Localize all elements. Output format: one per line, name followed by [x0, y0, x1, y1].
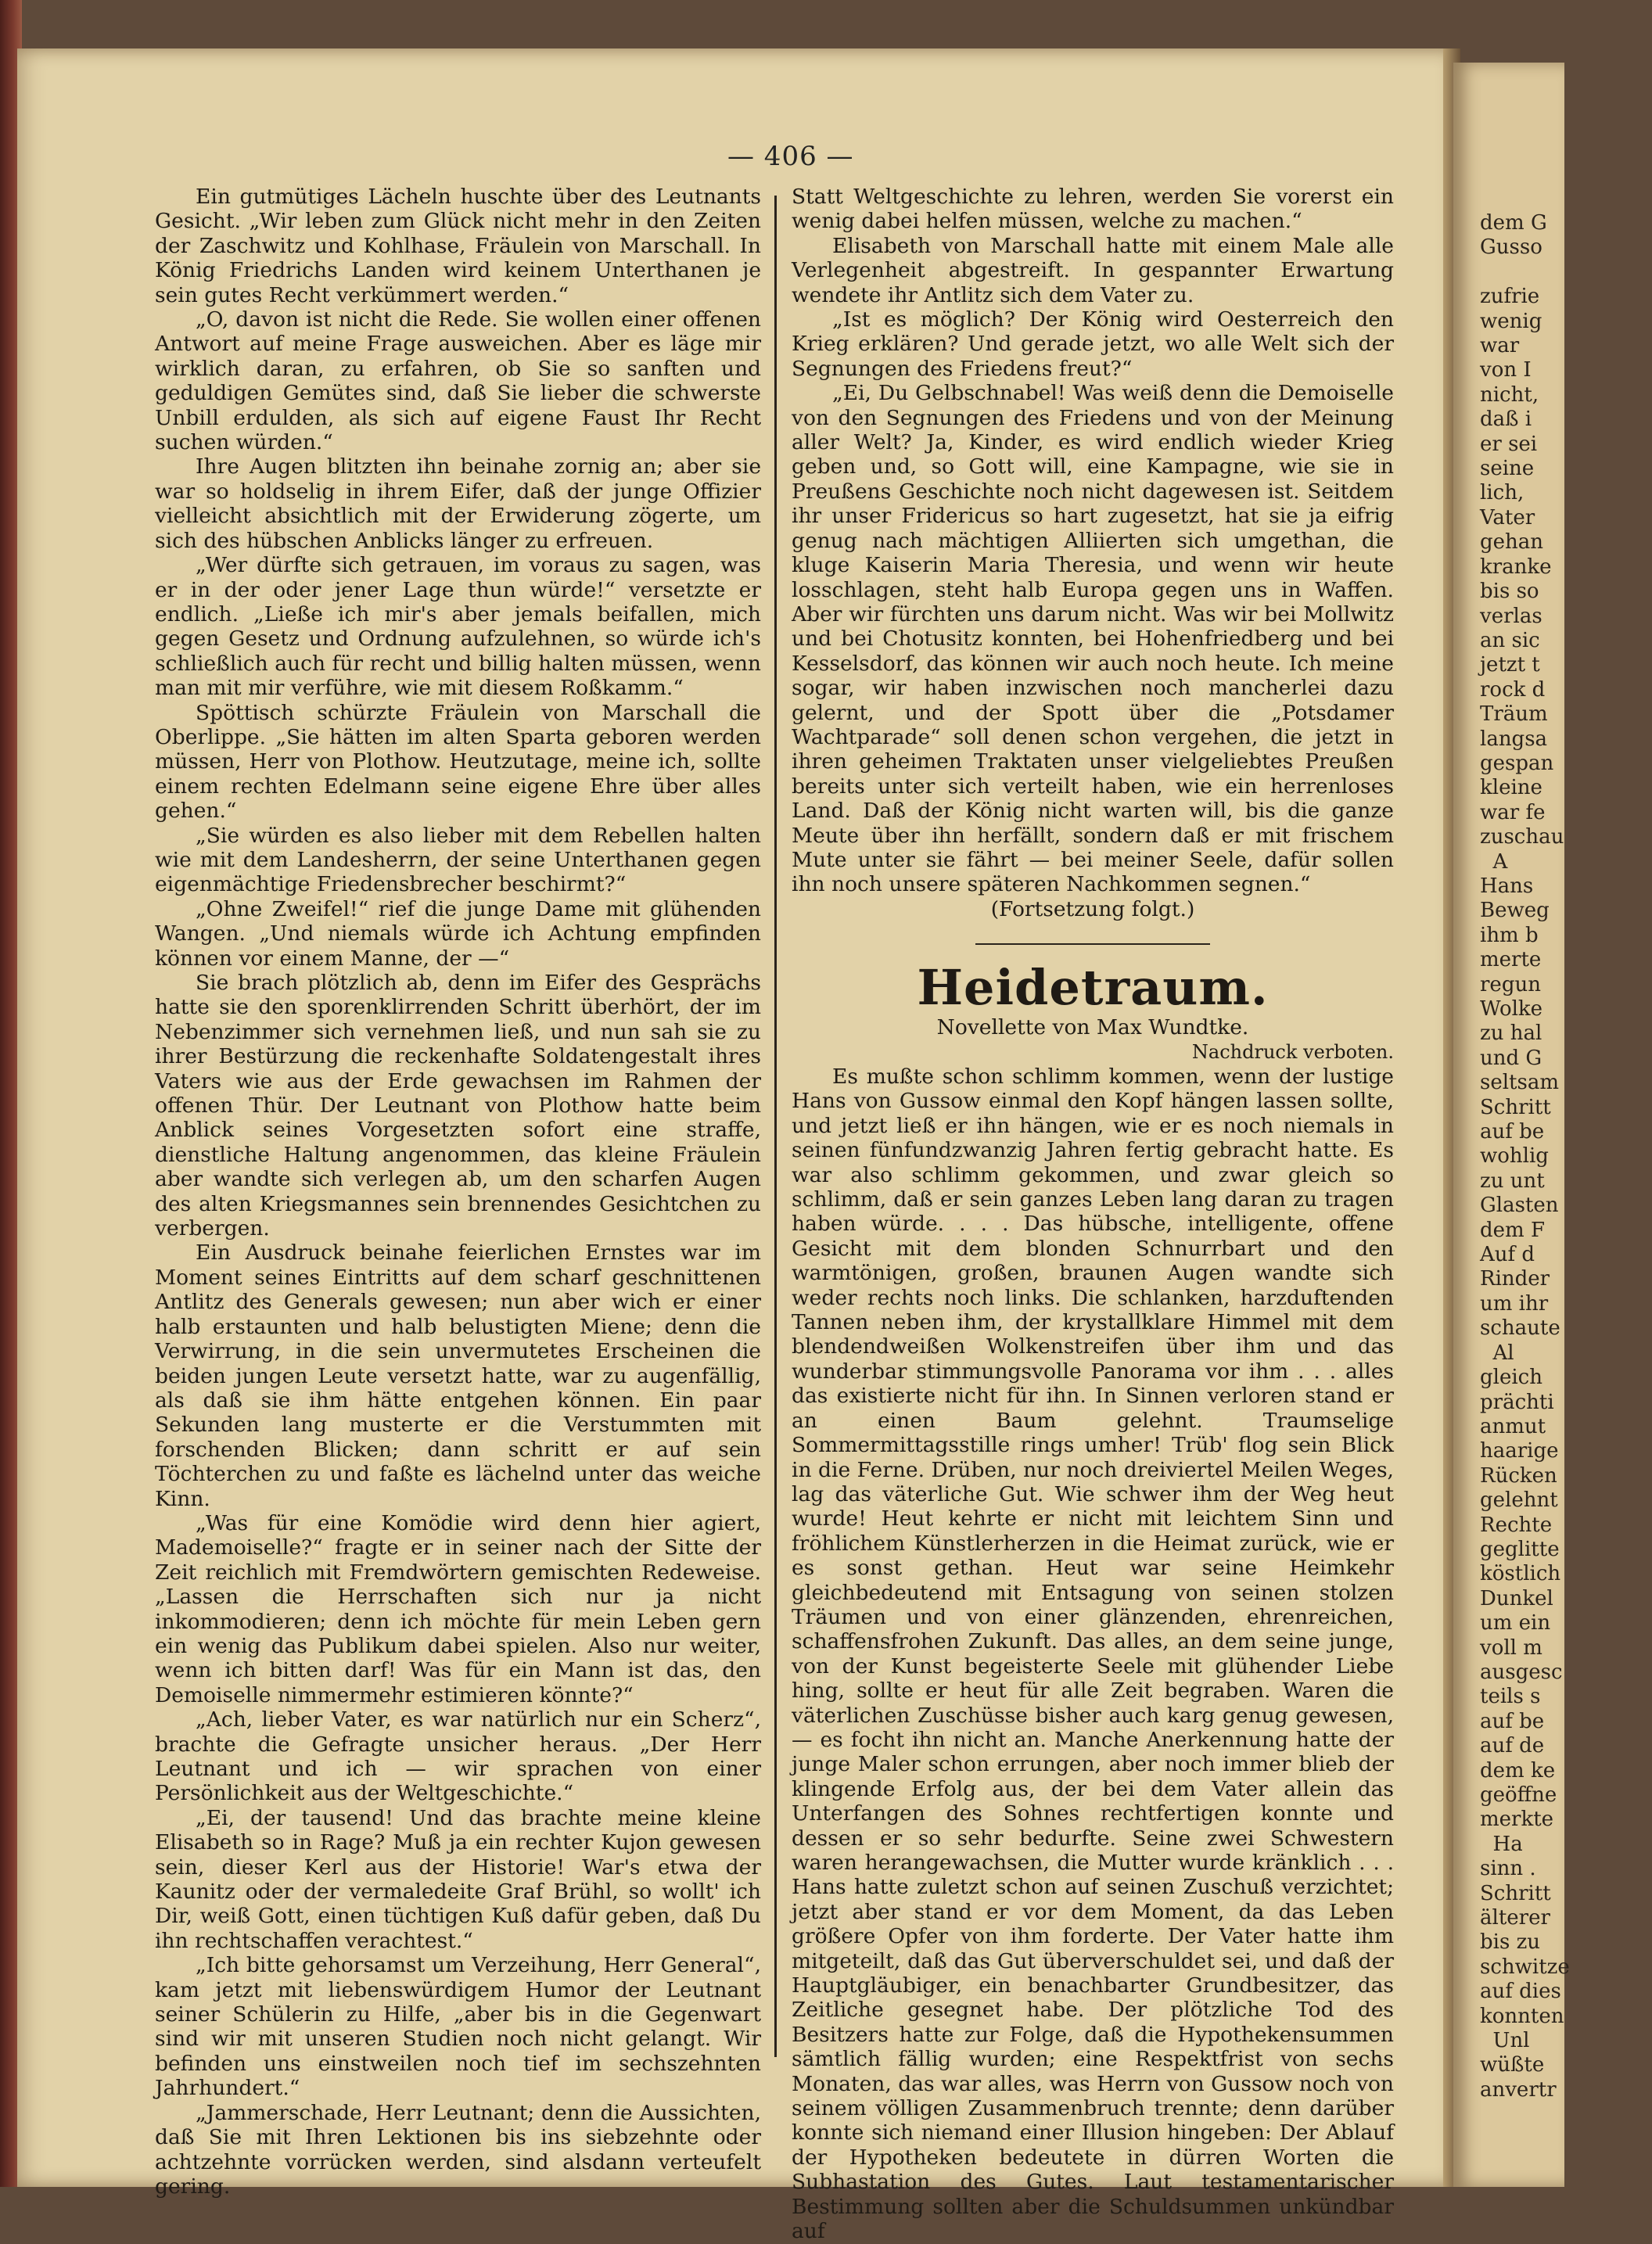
reprint-notice: Nachdruck verboten. [1191, 1040, 1394, 1063]
left-column [155, 185, 761, 2199]
left-paragraph: „Sie würden es also lieber mit dem Rebellen halten wie mit dem Landesherrn, der seine Unterthanen gegen eigenmächtige Friedensbrecher beschirmt?“ [155, 823, 761, 897]
left-paragraph: Sie brach plötzlich ab, denn im Eifer des Gesprächs hatte sie den sporenklirrenden Schritt überhört, der im Nebenzimmer sich vernehmen ließ, und nun sah sie zu ihrer Bestürzung die reckenhafte Soldatengestalt ihres Vaters wie aus der Erde gewachsen im Rahmen der offenen Thür. Der Leutnant von Plothow hatte beim Anblick seines Vorgesetzten sofort eine straffe, dienstliche Haltung angenommen, das kleine Fräulein aber wandte sich verlegen ab, um den scharfen Augen des alten Kriegsmannes sein brennendes Gesichtchen zu verbergen. [155, 971, 761, 1241]
left-paragraph: Ein Ausdruck beinahe feierlichen Ernstes war im Moment seines Eintritts auf dem scharf geschnittenen Antlitz des Generals gewesen; nun aber wich er einer halb erstaunten und halb belustigten Miene; denn die Verwirrung, in die sein unvermutetes Erscheinen die beiden jungen Leute versetzt hatte, war zu augenfällig, als daß sie ihm hätte entgehen können. Ein paar Sekunden lang musterte er die Verstummten mit forschenden Blicken; dann schritt er auf sein Töchterchen zu und faßte es lächelnd unter das weiche Kinn. [155, 1240, 761, 1511]
section-rule [975, 943, 1210, 945]
left-paragraph: „Ei, der tausend! Und das brachte meine kleine Elisabeth so in Rage? Muß ja ein rechter Kujon gewesen sein, dieser Kerl aus der Historie! War's etwa der Kaunitz oder der vermaledeite Graf Brühl, so wollt' ich Dir, weiß Gott, einen tüchtigen Kuß dafür geben, daß Du ihn rechtschaffen verachtest.“ [155, 1805, 761, 1953]
right-paragraph: Elisabeth von Marschall hatte mit einem Male alle Verlegenheit abgestreift. In gespannter Erwartung wendete ihr Antlitz sich dem Vater zu. [792, 233, 1394, 307]
adjacent-page-edge [1453, 63, 1570, 2187]
continued-note: (Fortsetzung folgt.) [990, 896, 1195, 921]
story-author: Novellette von Max Wundtke. [936, 1015, 1249, 1040]
column-divider [774, 196, 777, 2057]
left-paragraph: Spöttisch schürzte Fräulein von Marschall die Oberlippe. „Sie hätten im alten Sparta geboren werden müssen, Herr von Plothow. Heutzutage, meine ich, sollte einem rechten Edelmann seine eigene Ehre über alles gehen.“ [155, 700, 761, 824]
left-paragraph: Ein gutmütiges Lächeln huschte über des Leutnants Gesicht. „Wir leben zum Glück nicht mehr in den Zeiten der Zaschwitz und Kohlhase, Fräulein von Marschall. In König Friedrichs Landen wird keinem Unterthanen je sein gutes Recht verkümmert werden.“ [155, 185, 761, 307]
left-paragraph: „Ohne Zweifel!“ rief die junge Dame mit glühenden Wangen. „Und niemals würde ich Achtung empfinden können vor einem Manne, der —“ [155, 896, 761, 971]
left-paragraph: „Jammerschade, Herr Leutnant; denn die Aussichten, daß Sie mit Ihren Lektionen bis ins siebzehnte oder achtzehnte vorrücken werden, sind alsdann verteufelt gering. [155, 2100, 761, 2199]
story-paragraph: Es mußte schon schlimm kommen, wenn der lustige Hans von Gussow einmal den Kopf hängen lassen sollte, und jetzt ließ er ihn hängen, wie er es noch niemals in seinen fünfundzwanzig Jahren fertig gebracht hatte. Es war also schlimm gekommen, und zwar gleich so schlimm, daß er sein ganzes Leben lang daran zu tragen haben würde. . . . Das hübsche, intelligente, offene Gesicht mit dem blonden Schnurrbart und den warmtönigen, großen, braunen Augen wandte sich weder rechts noch links. Die schlanken, harzduftenden Tannen neben ihm, der krystallklare Himmel mit dem blendendweißen Wolkenstreifen über ihm und das wunderbar stimmungsvolle Panorama vor ihm . . . alles das existierte nicht für ihn. In Sinnen verloren stand er an einen Baum gelehnt. Traumselige Sommermittagsstille rings umher! Trüb' flog sein Blick in die Ferne. Drüben, nur noch dreiviertel Meilen Weges, lag das väterliche Gut. Wie schwer ihm der Weg heut wurde! Heut kehrte er nicht mit leichtem Sinn und fröhlichem Künstlerherzen in die Heimat zurück, wie er es sonst gethan. Heut war seine Heimkehr gleichbedeutend mit Entsagung von seinen stolzen Träumen und von einer glänzenden, ehrenreichen, schaffensfrohen Zukunft. Das alles, an dem seine junge, von der Kunst begeisterte Seele mit glühender Liebe hing, sollte er heut für alle Zeit begraben. Waren die väterlichen Zuschüsse bisher auch karg genug gewesen, — es focht ihn nicht an. Manche Anerkennung hatte der junge Maler schon errungen, aber noch immer blieb der klingende Erfolg aus, der bei dem Vater allein das Unterfangen des Sohnes rechtfertigen konnte und dessen er so sehr bedurfte. Seine zwei Schwestern waren herangewachsen, die Mutter wurde kränklich . . . Hans hatte zuletzt schon auf seinen Zuschuß verzichtet; jetzt aber stand er vor dem Moment, da das Leben größere Opfer von ihm forderte. Der Vater hatte ihm mitgeteilt, daß das Gut überverschuldet sei, und daß der Hauptgläubiger, ein benachbarter Grundbesitzer, das Zeitliche gesegnet habe. Der plötzliche Tod des Besitzers hatte zur Folge, daß die Hypothekensummen sämtlich fällig wurden; eine Respektfrist von sechs Monaten, das war alles, was Herrn von Gussow noch von seinem völligen Zusammenbruch trennte; denn darüber konnte sich niemand einer Illusion hingeben: Der Ablauf der Hypotheken bedeutete in dürren Worten die Subhastation des Gutes. Laut testamentarischer Bestimmung sollten aber die Schuldsummen unkündbar auf [792, 1065, 1394, 2244]
left-paragraph: „Ich bitte gehorsamst um Verzeihung, Herr General“, kam jetzt mit liebenswürdigem Humor der Leutnant seiner Schülerin zu Hilfe, „aber bis in die Gegenwart sind wir mit unseren Studien noch nicht gelangt. Wir befinden uns einstweilen noch tief im sechszehnten Jahrhundert.“ [155, 1953, 761, 2101]
right-paragraph: Statt Weltgeschichte zu lehren, werden Sie vorerst ein wenig dabei helfen müssen, welche zu machen.“ [792, 185, 1394, 234]
right-paragraph: „Ei, Du Gelbschnabel! Was weiß denn die Demoiselle von den Segnungen des Friedens und von der Meinung aller Welt? Ja, Kinder, es wird endlich wieder Krieg geben und, so Gott will, eine Kampagne, wie sie in Preußens Geschichte noch nicht dagewesen ist. Seitdem ihr unser Fridericus so hart zugesetzt, hat sie ja eifrig genug nach mächtigen Alliierten sich umgethan, die kluge Kaiserin Maria Theresia, und wenn wir heute losschlagen, steht halb Europa gegen uns in Waffen. Aber wir fürchten uns darum nicht. Was wir bei Mollwitz und bei Chotusitz konnten, bei Hohenfriedberg und bei Kesselsdorf, das können wir auch noch heute. Ich meine sogar, wir haben inzwischen noch mancherlei dazu gelernt, und der Spott über die „Potsdamer Wachtparade“ soll denen schon vergehen, die jetzt in ihren geheimen Traktaten unser vielgeliebtes Preußen bereits unter sich verteilt haben, wie ein herrenloses Land. Daß der König nicht warten will, bis die ganze Meute über ihn herfällt, sondern daß er mit frischem Mute unter sie fährt — bei meiner Seele, dafür sollen ihn noch unsere späteren Nachkommen segnen.“ [792, 381, 1394, 897]
story-title: Heidetraum. [917, 959, 1269, 1017]
right-column [792, 185, 1394, 2244]
left-paragraph: Ihre Augen blitzten ihn beinahe zornig an; aber sie war so holdselig in ihrem Eifer, daß der junge Offizier vielleicht absichtlich mit der Erwiderung zögerte, um sich des hübschen Anblicks länger zu erfreuen. [155, 454, 761, 553]
adjacent-page-text: dem G Gusso zufrie wenig war von I nicht, daß i er sei seine lich, Vater gehan kranke bis so verlas an sic jetzt t rock d Träum langsa gespan kleine war fe zuschau A Hans Beweg ihm b merte regun Wolke zu hal und G seltsam Schritt auf be wohlig zu unt Glasten dem F Auf d Rinder um ihr schaute Al gleich prächti anmut haarige Rücken gelehnt Rechte geglitte köstlich Dunkel um ein voll m ausgesc teils s auf be auf de dem ke geöffne merkte Ha sinn . Schritt älterer bis zu schwitze auf dies konnten Unl wüßte anvertr [1480, 211, 1570, 2102]
left-paragraph: „Ach, lieber Vater, es war natürlich nur ein Scherz“, brachte die Gefragte unsicher heraus. „Der Herr Leutnant und ich — wir sprachen von einer Persönlichkeit aus der Weltgeschichte.“ [155, 1707, 761, 1806]
page-number: — 406 — [727, 141, 854, 172]
right-paragraph: „Ist es möglich? Der König wird Oesterreich den Krieg erklären? Und gerade jetzt, wo alle Welt sich der Segnungen des Friedens freut?“ [792, 307, 1394, 381]
left-paragraph: „Wer dürfte sich getrauen, im voraus zu sagen, was er in der oder jener Lage thun würde!“ versetzte er endlich. „Ließe ich mir's aber jemals beifallen, mich gegen Gesetz und Ordnung aufzulehnen, so würde ich's schließlich auch für recht und billig halten müssen, wenn man mit mir verführe, wie mit diesem Roßkamm.“ [155, 553, 761, 701]
left-paragraph: „Was für eine Komödie wird denn hier agiert, Mademoiselle?“ fragte er in seiner nach der Sitte der Zeit reichlich mit Fremdwörtern gemischten Redeweise. „Lassen die Herrschaften sich nur ja nicht inkommodieren; denn ich möchte für mein Leben gern ein wenig das Publikum dabei spielen. Also nur weiter, wenn ich bitten darf! Was für ein Mann ist das, den Demoiselle nimmermehr estimieren könnte?“ [155, 1510, 761, 1707]
left-paragraph: „O, davon ist nicht die Rede. Sie wollen einer offenen Antwort auf meine Frage ausweichen. Aber es läge mir wirklich daran, zu erfahren, ob Sie so sanften und geduldigen Gemütes sind, daß Sie lieber die schwerste Unbill erdulden, als sich auf eigene Faust Ihr Recht suchen würden.“ [155, 307, 761, 455]
